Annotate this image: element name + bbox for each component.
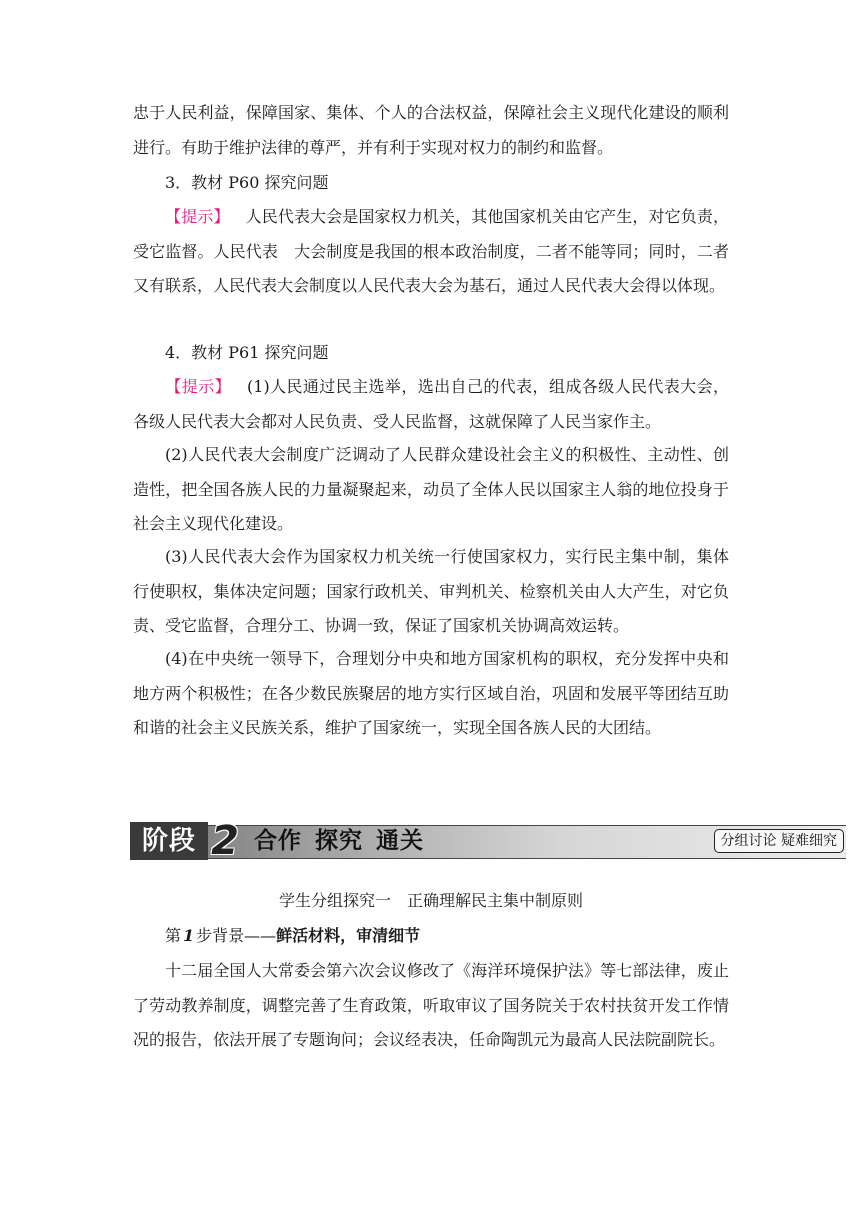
step-number: 1 (183, 926, 195, 945)
step-mid: 步背景—— (196, 926, 277, 945)
paragraph-point-4: (4)在中央统一领导下，合理划分中央和地方国家机构的职权，充分发挥中央和地方两个积极性；在各少数民族聚居的地方实行区域自治，巩固和发展平等团结互助和谐的社会主义民族关系，维护了国家统一，实现全国各族人民的大团结。 (133, 649, 729, 737)
stage-tag: 分组讨论 疑难细究 (714, 829, 844, 853)
hint-label: 【提示】 (165, 377, 232, 396)
step-heading (133, 919, 729, 954)
hint-paragraph-3 (133, 200, 729, 304)
step-title: 鲜活材料，审清细节 (276, 926, 421, 945)
section-body: 十二届全国人大常委会第六次会议修改了《海洋环境保护法》等七部法律，废止了劳动教养制度，调整完善了生育政策，听取审议了国务院关于农村扶贫开发工作情况的报告，依法开展了专题询问；会议经表决，任命陶凯元为最高人民法院副院长。 (133, 961, 729, 1049)
paragraph-point-3: (3)人民代表大会作为国家权力机关统一行使国家权力，实行民主集中制，集体行使职权，集体决定问题；国家行政机关、审判机关、检察机关由人大产生，对它负责、受它监督，合理分工、协调一致，保证了国家机关协调高效运转。 (133, 547, 729, 635)
step-prefix: 第 (165, 926, 182, 945)
stage-label: 阶段 (130, 822, 208, 860)
paragraph-continued: 忠于人民利益，保障国家、集体、个人的合法权益，保障社会主义现代化建设的顺利进行。有助于维护法律的尊严，并有利于实现对权力的制约和监督。 (133, 103, 729, 157)
paragraph-point-2: (2)人民代表大会制度广泛调动了人民群众建设社会主义的积极性、主动性、创造性，把全国各族人民的力量凝聚起来，动员了全体人民以国家主人翁的地位投身于社会主义现代化建设。 (133, 445, 729, 533)
heading-item-4: 4．教材 P61 探究问题 (165, 343, 329, 362)
hint-text-3: 人民代表大会是国家权力机关，其他国家机关由它产生，对它负责，受它监督。人民代表 大会制度是我国的根本政治制度，二者不能等同；同时，二者又有联系，人民代表大会制度以人民代表大会为基石，通过人民代表大会得以体现。 (133, 207, 729, 295)
heading-item-3: 3．教材 P60 探究问题 (165, 173, 329, 192)
hint-label: 【提示】 (165, 207, 230, 226)
hint-paragraph-4 (133, 370, 729, 439)
section-subtitle: 学生分组探究一 正确理解民主集中制原则 (278, 891, 583, 910)
stage-banner (130, 818, 846, 864)
stage-title: 合作 探究 通关 (254, 828, 425, 854)
stage-number: 2 (211, 818, 239, 864)
hint-text-4-1: (1)人民通过民主选举，选出自己的代表，组成各级人民代表大会，各级人民代表大会都对人民负责、受人民监督，这就保障了人民当家作主。 (133, 377, 729, 431)
